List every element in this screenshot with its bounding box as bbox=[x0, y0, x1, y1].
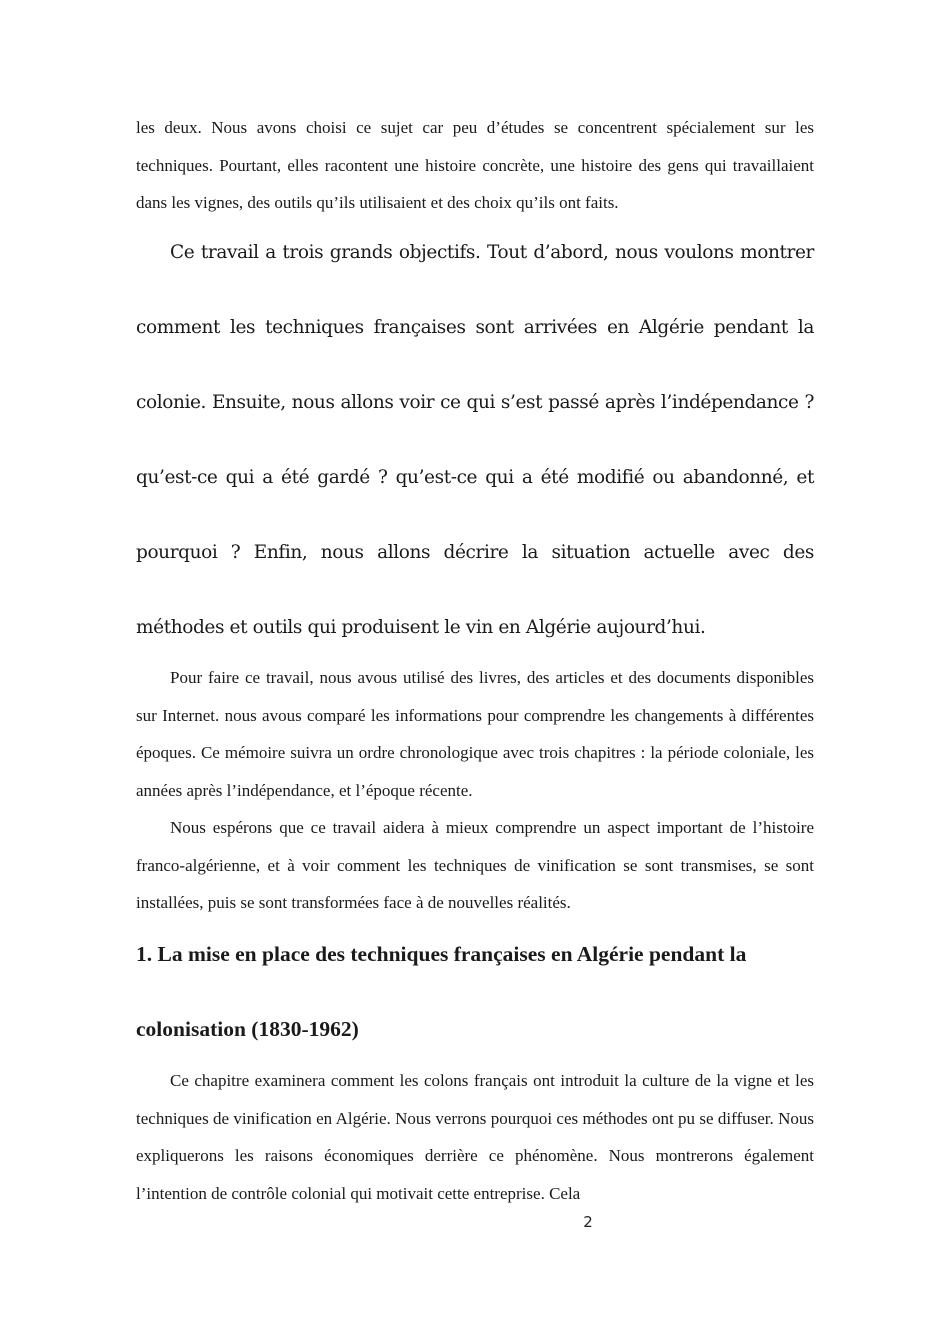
paragraph-chapter-intro: Ce chapitre examinera comment les colons français ont introduit la culture de la vigne et les techniques de vinification en Algérie. Nous verrons pourquoi ces méthodes ont pu se diffuser. Nous expliquerons les raisons économiques derrière ce phénomène. Nous montrerons également l’intention de contrôle colonial qui motivait cette entreprise. Cela bbox=[136, 1071, 814, 1203]
page-number: 2 bbox=[583, 1213, 593, 1231]
paragraph-objectives: Ce travail a trois grands objectifs. Tout d’abord, nous voulons montrer comment les techniques françaises sont arrivées en Algérie pendant la colonie. Ensuite, nous allons voir ce qui s’est passé après l’indépendance ? qu’est-ce qui a été gardé ? qu’est-ce qui a été modifié ou abandonné, et pourquoi ? Enfin, nous allons décrire la situation actuelle avec des méthodes et outils qui produisent le vin en Algérie aujourd’hui. bbox=[136, 242, 814, 638]
section-heading-line-1: 1. La mise en place des techniques françaises en Algérie pendant la bbox=[136, 942, 747, 966]
section-heading-line-2: colonisation (1830-1962) bbox=[136, 1017, 359, 1041]
paragraph-intro-end: les deux. Nous avons choisi ce sujet car peu d’études se concentrent spécialement sur les techniques. Pourtant, elles racontent une histoire concrète, une histoire des gens qui travaillaient dans les vignes, des outils qu’ils utilisaient et des choix qu’ils ont faits. bbox=[136, 118, 814, 212]
paragraph-hope: Nous espérons que ce travail aidera à mieux comprendre un aspect important de l’histoire franco-algérienne, et à voir comment les techniques de vinification se sont transmises, se sont installées, puis se sont transformées face à de nouvelles réalités. bbox=[136, 818, 814, 912]
paragraph-method: Pour faire ce travail, nous avous utilisé des livres, des articles et des documents disponibles sur Internet. nous avous comparé les informations pour comprendre les changements à différentes époques. Ce mémoire suivra un ordre chronologique avec trois chapitres : la période coloniale, les années après l’indépendance, et l’époque récente. bbox=[136, 668, 814, 800]
